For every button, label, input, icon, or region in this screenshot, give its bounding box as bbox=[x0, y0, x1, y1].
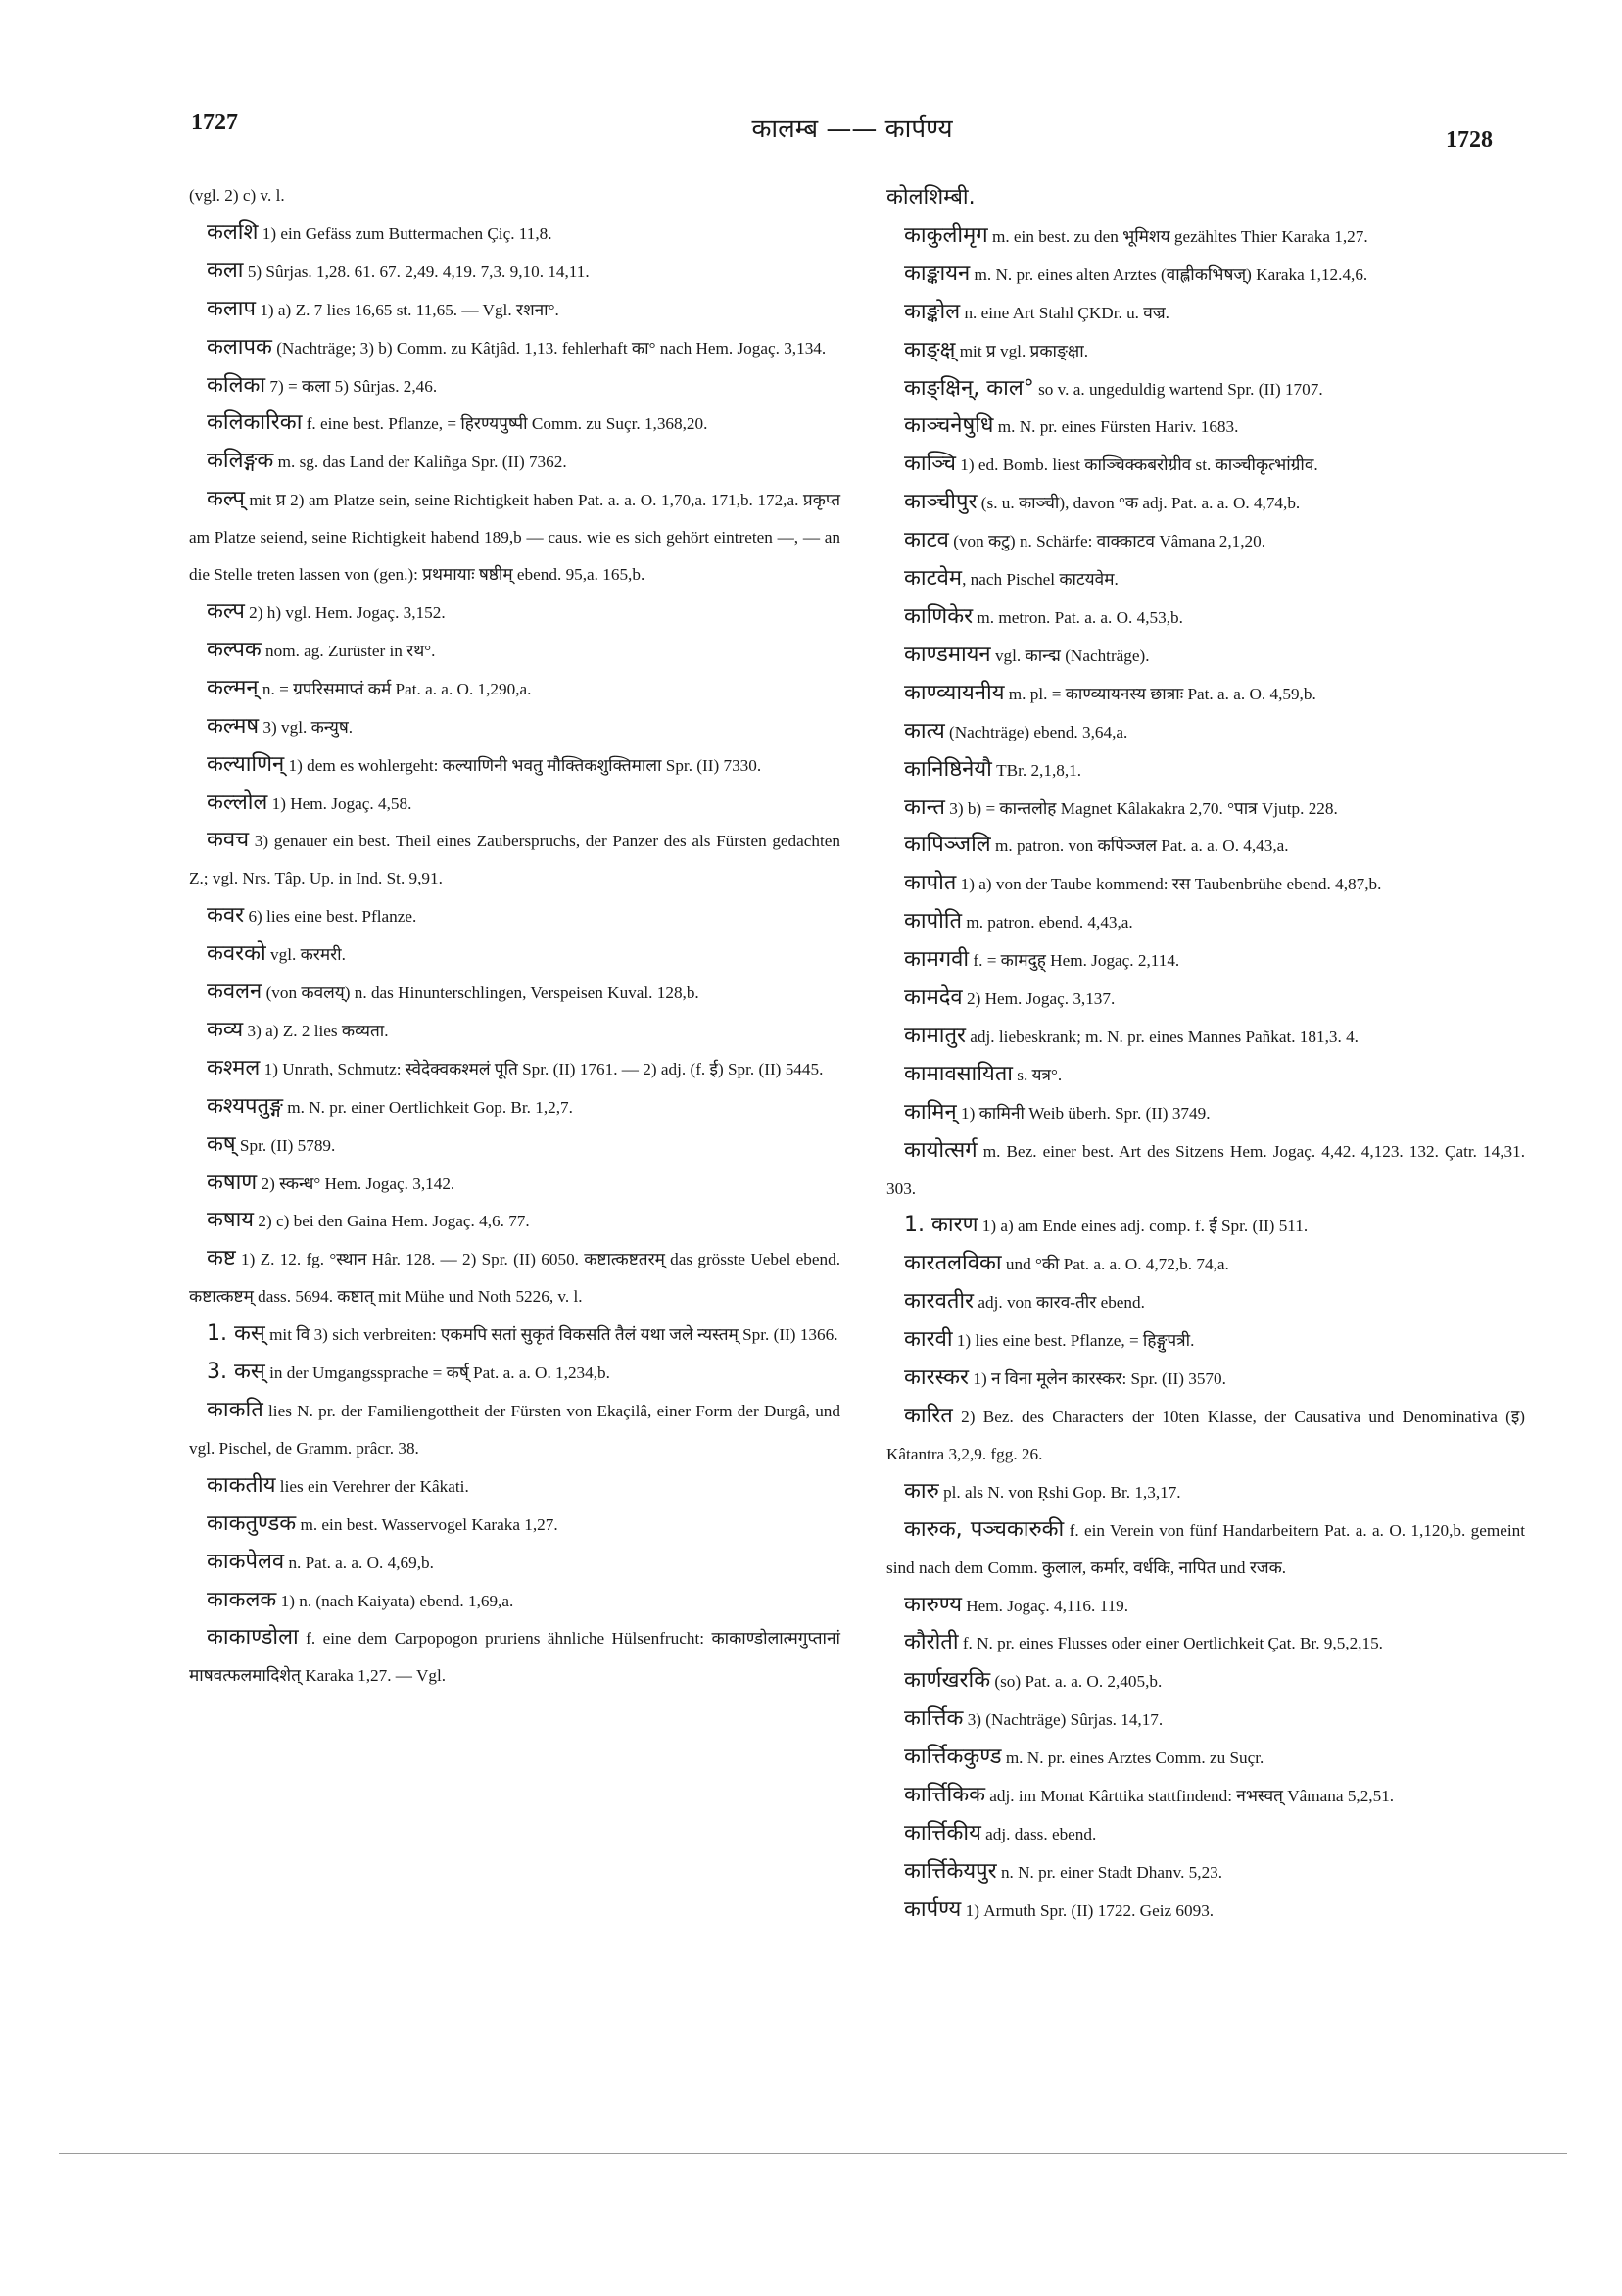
entry-text: 3) b) = कान्तलोह Magnet Kâlakakra 2,70. °पात्र Vjutp. 228. bbox=[944, 798, 1338, 818]
dictionary-entry bbox=[189, 708, 840, 746]
headword: कोलशिम्बी. bbox=[886, 185, 976, 210]
entry-text: 3) genauer ein best. Theil eines Zauberspruchs, der Panzer des als Fürsten gedachten Z.; vgl. Nrs. Tâp. Up. in Ind. St. 9,91. bbox=[189, 832, 840, 888]
headword: काटव bbox=[904, 528, 949, 553]
headword: काटवेम bbox=[904, 566, 963, 592]
entry-text: m. Bez. einer best. Art des Sitzens Hem. Jogaç. 4,42. 4,123. 132. Çatr. 14,31. 303. bbox=[886, 1141, 1525, 1198]
page-number-right: 1728 bbox=[1446, 127, 1493, 153]
dictionary-entry bbox=[189, 1165, 840, 1203]
entry-text: m. sg. das Land der Kaliñga Spr. (II) 7362. bbox=[273, 453, 567, 472]
headword: कषाय bbox=[207, 1208, 255, 1233]
headword: कव्य bbox=[207, 1017, 244, 1042]
headword: कल्मन् bbox=[207, 675, 259, 700]
entry-text: n. = ग्रपरिसमाप्तं कर्म Pat. a. a. O. 1,290,a. bbox=[258, 679, 532, 698]
headword: कापिञ्जलि bbox=[904, 833, 991, 858]
dictionary-entry bbox=[189, 215, 840, 253]
entry-text: s. यत्र°. bbox=[1012, 1065, 1063, 1084]
dictionary-entry bbox=[189, 974, 840, 1012]
headword: काङ्क्षिन्, काल° bbox=[904, 375, 1034, 401]
dictionary-entry bbox=[189, 1315, 840, 1354]
headword: कवरको bbox=[207, 941, 266, 967]
dictionary-entry bbox=[189, 1126, 840, 1165]
headword: कानिष्ठिनेयौ bbox=[904, 756, 992, 782]
headword: कल्प् bbox=[207, 487, 245, 512]
headword: काकपेलव bbox=[207, 1549, 285, 1574]
entry-text: n. N. pr. einer Stadt Dhanv. 5,23. bbox=[996, 1862, 1223, 1882]
entry-text: lies ein Verehrer der Kâkati. bbox=[275, 1476, 469, 1496]
dictionary-entry bbox=[886, 1473, 1525, 1511]
headword: कार्त्तिकिक bbox=[904, 1783, 985, 1808]
dictionary-entry bbox=[886, 675, 1525, 713]
entry-text: m. N. pr. eines Fürsten Hariv. 1683. bbox=[993, 417, 1239, 437]
dictionary-entry bbox=[886, 903, 1525, 941]
entry-text: mit प्र 2) am Platze sein, seine Richtigkeit haben Pat. a. a. O. 1,70,a. 171,b. 172,a. प्रकृप्त am Platze seiend, seine Richtigkeit habend 189,b — caus. wie es sich gehört eintreten —, — an die Stelle treten lassen von (gen.): प्रथमायाः षष्ठीम् ebend. 95,a. 165,b. bbox=[189, 491, 840, 585]
dictionary-entry bbox=[886, 1662, 1525, 1700]
headword: कलापक bbox=[207, 334, 272, 359]
entry-text: (Nachträge) ebend. 3,64,a. bbox=[944, 722, 1128, 741]
dictionary-entry bbox=[189, 1202, 840, 1240]
left-column bbox=[189, 176, 840, 1695]
headword: कात्य bbox=[904, 718, 945, 743]
entry-text: (von कटु) n. Schärfe: वाक्काटव Vâmana 2,1,20. bbox=[948, 532, 1266, 551]
headword: कामातुर bbox=[904, 1023, 966, 1048]
right-column bbox=[886, 179, 1525, 1930]
entry-text: so v. a. ungeduldig wartend Spr. (II) 1707. bbox=[1033, 379, 1323, 399]
dictionary-entry bbox=[886, 522, 1525, 560]
headword: काञ्चीपुर bbox=[904, 490, 978, 515]
dictionary-entry bbox=[886, 1245, 1525, 1283]
dictionary-entry bbox=[886, 256, 1525, 294]
dictionary-entry bbox=[886, 713, 1525, 751]
dictionary-entry bbox=[886, 484, 1525, 522]
entry-text: 1) lies eine best. Pflanze, = हिङ्गुपत्री. bbox=[952, 1331, 1195, 1351]
headword: कल्प bbox=[207, 598, 245, 624]
entry-text: (von कवलय्) n. das Hinunterschlingen, Verspeisen Kuval. 128,b. bbox=[262, 983, 699, 1003]
dictionary-entry bbox=[189, 1050, 840, 1088]
dictionary-entry bbox=[886, 789, 1525, 828]
headword: कारवी bbox=[904, 1327, 953, 1353]
headword: कापोत bbox=[904, 871, 957, 896]
headword: कामगवी bbox=[904, 947, 970, 973]
entry-text: m. pl. = काण्व्यायनस्य छात्राः Pat. a. a. O. 4,59,b. bbox=[1004, 684, 1316, 703]
dictionary-entry bbox=[886, 332, 1525, 370]
headword: कार्त्तिककुण्ड bbox=[904, 1745, 1002, 1770]
dictionary-entry bbox=[886, 1132, 1525, 1208]
dictionary-entry bbox=[189, 367, 840, 406]
headword: कला bbox=[207, 258, 244, 283]
dictionary-entry bbox=[189, 897, 840, 935]
headword: कश्यपतुङ्ग bbox=[207, 1093, 283, 1119]
dictionary-entry bbox=[886, 1056, 1525, 1094]
dictionary-entry bbox=[886, 370, 1525, 408]
headword: कवलन bbox=[207, 980, 262, 1005]
headword: कामावसायिता bbox=[904, 1061, 1013, 1086]
entry-text: m. metron. Pat. a. a. O. 4,53,b. bbox=[973, 607, 1183, 627]
dictionary-entry bbox=[189, 443, 840, 481]
dictionary-entry bbox=[886, 407, 1525, 446]
entry-text: 1) Unrath, Schmutz: स्वेदेक्वकश्मलं पूति Spr. (II) 1761. — 2) adj. (f. ई) Spr. (II) 5445. bbox=[260, 1059, 824, 1078]
dictionary-entry bbox=[189, 1467, 840, 1506]
dictionary-entry bbox=[189, 1012, 840, 1050]
entry-text: adj. liebeskrank; m. N. pr. eines Mannes Pañkat. 181,3. 4. bbox=[966, 1027, 1359, 1046]
dictionary-entry bbox=[886, 1321, 1525, 1360]
headword: कवर bbox=[207, 903, 245, 929]
entry-text: 1) न विना मूलेन कारस्कर: Spr. (II) 3570. bbox=[969, 1369, 1226, 1389]
headword: कार्त्तिक bbox=[904, 1706, 964, 1732]
headword: कल्पक bbox=[207, 637, 262, 662]
entry-text: f. = कामदुह् Hem. Jogaç. 2,114. bbox=[969, 951, 1180, 971]
headword: काञ्चनेषुधि bbox=[904, 413, 994, 439]
entry-text: vgl. करमरी. bbox=[265, 945, 346, 965]
dictionary-entry bbox=[189, 329, 840, 367]
entry-text: 2) c) bei den Gaina Hem. Jogaç. 4,6. 77. bbox=[254, 1212, 530, 1231]
dictionary-entry bbox=[189, 632, 840, 670]
dictionary-entry bbox=[886, 1891, 1525, 1930]
dictionary-entry bbox=[886, 941, 1525, 980]
entry-text: (s. u. काञ्ची), davon °क adj. Pat. a. a. O. 4,74,b. bbox=[977, 494, 1301, 513]
headword: काकुलीमृग bbox=[904, 222, 988, 248]
entry-text: n. eine Art Stahl ÇKDr. u. वज्र. bbox=[960, 303, 1169, 322]
dictionary-entry bbox=[886, 1777, 1525, 1815]
dictionary-entry bbox=[189, 1506, 840, 1544]
entry-text: 7) = कला 5) Sûrjas. 2,46. bbox=[265, 376, 438, 396]
dictionary-entry bbox=[886, 217, 1525, 256]
dictionary-entry bbox=[189, 176, 840, 215]
headword: काकलक bbox=[207, 1587, 277, 1612]
entry-text: 3) vgl. कन्युष. bbox=[259, 717, 354, 737]
entry-text: adj. im Monat Kârttika stattfindend: नभस्वत् Vâmana 5,2,51. bbox=[984, 1787, 1395, 1806]
entry-text: 5) Sûrjas. 1,28. 61. 67. 2,49. 4,19. 7,3. 9,10. 14,11. bbox=[243, 262, 590, 281]
headword: कष्ट bbox=[207, 1246, 236, 1271]
entry-text: m. N. pr. eines alten Arztes (वाह्लीकभिषज्) Karaka 1,12.4,6. bbox=[970, 264, 1368, 284]
headword: काङ्क्ष् bbox=[904, 337, 956, 362]
entry-text: (so) Pat. a. a. O. 2,405,b. bbox=[990, 1672, 1163, 1692]
entry-text: 1) a) von der Taube kommend: रस Taubenbrühe ebend. 4,87,b. bbox=[956, 875, 1382, 894]
dictionary-entry bbox=[189, 1088, 840, 1126]
entry-text: f. ein Verein von fünf Handarbeitern Pat. a. a. O. 1,120,b. gemeint sind nach dem Comm. कुलाल, कर्मार, वर्धकि, नापित und रजक. bbox=[886, 1520, 1525, 1577]
entry-text: , nach Pischel काटयवेम. bbox=[962, 570, 1119, 590]
running-head: कालम्ब —— कार्पण्य bbox=[751, 115, 953, 144]
dictionary-entry bbox=[189, 746, 840, 785]
dictionary-entry bbox=[886, 1360, 1525, 1398]
footer-rule bbox=[59, 2153, 1567, 2154]
entry-text: 1) ein Gefäss zum Buttermachen Çiç. 11,8. bbox=[258, 223, 552, 243]
headword: कारस्कर bbox=[904, 1365, 970, 1391]
dictionary-entry bbox=[189, 1240, 840, 1315]
dictionary-entry bbox=[189, 253, 840, 291]
headword: कान्त bbox=[904, 794, 945, 820]
headword: काण्व्यायनीय bbox=[904, 680, 1005, 705]
headword: 3. कस् bbox=[207, 1360, 265, 1385]
entry-text: TBr. 2,1,8,1. bbox=[991, 760, 1082, 780]
entry-text: 1) a) Z. 7 lies 16,65 st. 11,65. — Vgl. रशना°. bbox=[256, 300, 559, 319]
headword: कामिन् bbox=[904, 1099, 957, 1124]
entry-text: in der Umgangssprache = कर्ष् Pat. a. a. O. 1,234,b. bbox=[264, 1363, 610, 1383]
headword: कार्त्तिकेयपुर bbox=[904, 1858, 997, 1884]
entry-text: Hem. Jogaç. 4,116. 119. bbox=[961, 1596, 1129, 1615]
entry-text: n. Pat. a. a. O. 4,69,b. bbox=[284, 1553, 434, 1572]
dictionary-entry bbox=[189, 481, 840, 594]
entry-text: Spr. (II) 5789. bbox=[235, 1135, 336, 1155]
headword: कलशि bbox=[207, 219, 259, 245]
dictionary-entry bbox=[886, 598, 1525, 637]
headword: कश्मल bbox=[207, 1055, 261, 1080]
dictionary-entry bbox=[886, 1739, 1525, 1777]
entry-text: 1) dem es wohlergeht: कल्याणिनी भवतु मौक्तिकशुक्तिमाला Spr. (II) 7330. bbox=[284, 755, 762, 775]
dictionary-entry bbox=[189, 1392, 840, 1467]
dictionary-entry bbox=[189, 291, 840, 329]
entry-text: vgl. कान्द्म (Nachträge). bbox=[990, 646, 1150, 665]
dictionary-entry bbox=[189, 1619, 840, 1695]
entry-text: m. ein best. zu den भूमिशय gezähltes Thier Karaka 1,27. bbox=[987, 226, 1368, 246]
entry-text: m. patron. von कपिञ्जल Pat. a. a. O. 4,43,a. bbox=[990, 837, 1289, 856]
entry-text: m. patron. ebend. 4,43,a. bbox=[962, 913, 1133, 933]
entry-text: 6) lies eine best. Pflanze. bbox=[244, 907, 417, 927]
entry-text: 2) h) vgl. Hem. Jogaç. 3,152. bbox=[244, 602, 446, 622]
headword: 1. कस् bbox=[207, 1321, 265, 1347]
headword: कलिकारिका bbox=[207, 410, 303, 436]
dictionary-entry bbox=[886, 980, 1525, 1018]
dictionary-entry bbox=[886, 1587, 1525, 1625]
dictionary-entry bbox=[189, 670, 840, 708]
dictionary-entry bbox=[189, 405, 840, 443]
dictionary-entry bbox=[886, 865, 1525, 903]
headword: कल्लोल bbox=[207, 789, 268, 815]
headword: कार्पण्य bbox=[904, 1896, 962, 1922]
headword: काञ्चि bbox=[904, 452, 956, 477]
headword: कारवतीर bbox=[904, 1289, 975, 1315]
entry-text: nom. ag. Zurüster in रथ°. bbox=[261, 641, 436, 660]
dictionary-entry bbox=[886, 1624, 1525, 1662]
headword: काङ्कोल bbox=[904, 299, 961, 324]
dictionary-entry bbox=[189, 822, 840, 897]
entry-text: adj. von कारव-तीर ebend. bbox=[974, 1293, 1145, 1313]
dictionary-entry bbox=[886, 294, 1525, 332]
headword: कापोति bbox=[904, 909, 963, 934]
entry-text: 1) Hem. Jogaç. 4,58. bbox=[267, 793, 412, 813]
headword: कषाण bbox=[207, 1170, 258, 1195]
entry-text: f. N. pr. eines Flusses oder einer Oertlichkeit Çat. Br. 9,5,2,15. bbox=[958, 1634, 1383, 1653]
dictionary-entry bbox=[886, 1853, 1525, 1891]
dictionary-entry bbox=[886, 751, 1525, 789]
entry-text: 3) a) Z. 2 lies कव्यता. bbox=[243, 1021, 389, 1040]
dictionary-entry bbox=[189, 594, 840, 632]
headword: काङ्कायन bbox=[904, 261, 971, 286]
dictionary-entry bbox=[886, 1398, 1525, 1473]
entry-text: 1) a) am Ende eines adj. comp. f. ई Spr. (II) 511. bbox=[978, 1217, 1309, 1236]
dictionary-entry bbox=[886, 1283, 1525, 1321]
entry-text: mit प्र vgl. प्रकाङ्क्षा. bbox=[955, 341, 1088, 360]
dictionary-entry bbox=[886, 1700, 1525, 1739]
headword: काकति bbox=[207, 1398, 263, 1422]
headword: कल्मष bbox=[207, 713, 260, 739]
entry-text: adj. dass. ebend. bbox=[980, 1824, 1097, 1843]
entry-text: pl. als N. von Ṛshi Gop. Br. 1,3,17. bbox=[938, 1482, 1181, 1502]
entry-text: m. N. pr. einer Oertlichkeit Gop. Br. 1,2,7. bbox=[282, 1097, 573, 1117]
headword: कल्याणिन् bbox=[207, 751, 285, 777]
entry-text: f. eine best. Pflanze, = हिरण्यपुष्पी Comm. zu Suçr. 1,368,20. bbox=[302, 414, 708, 434]
dictionary-entry bbox=[886, 179, 1525, 217]
headword: कामदेव bbox=[904, 985, 963, 1011]
headword: कलाप bbox=[207, 296, 257, 321]
entry-text: 1) ed. Bomb. liest काञ्चिक्कबरोग्रीव st. काञ्चीकृत्भांग्रीव. bbox=[955, 455, 1318, 475]
dictionary-entry bbox=[189, 1544, 840, 1582]
headword: कलिका bbox=[207, 372, 266, 398]
entry-text: lies N. pr. der Familiengottheit der Fürsten von Ekaçilâ, einer Form der Durgâ, und vgl. Pischel, de Gramm. prâcr. 38. bbox=[189, 1402, 840, 1458]
entry-text: m. ein best. Wasservogel Karaka 1,27. bbox=[296, 1514, 558, 1534]
headword: कार्त्तिकीय bbox=[904, 1820, 981, 1845]
entry-text: (Nachträge; 3) b) Comm. zu Kâtjâd. 1,13. fehlerhaft का° nach Hem. Jogaç. 3,134. bbox=[271, 338, 827, 358]
headword: कष् bbox=[207, 1131, 236, 1157]
dictionary-entry bbox=[886, 1815, 1525, 1853]
dictionary-entry bbox=[886, 1018, 1525, 1056]
dictionary-entry bbox=[886, 560, 1525, 598]
headword: कायोत्सर्ग bbox=[904, 1137, 978, 1163]
headword: काकतुण्डक bbox=[207, 1510, 297, 1536]
headword: कवच bbox=[207, 828, 250, 853]
dictionary-entry bbox=[886, 1094, 1525, 1132]
dictionary-entry bbox=[886, 827, 1525, 865]
headword: 1. कारण bbox=[904, 1213, 978, 1238]
entry-text: (vgl. 2) c) v. l. bbox=[189, 186, 285, 205]
headword: कारुक, पञ्चकारुकी bbox=[904, 1516, 1065, 1542]
entry-text: mit वि 3) sich verbreiten: एकमपि सतां सुकृतं विकसति तैलं यथा जले न्यस्तम् Spr. (II) 1366. bbox=[264, 1325, 838, 1345]
dictionary-entry bbox=[886, 637, 1525, 675]
dictionary-entry bbox=[189, 1354, 840, 1392]
dictionary-entry bbox=[189, 785, 840, 823]
dictionary-entry bbox=[886, 446, 1525, 484]
headword: कौरोती bbox=[904, 1630, 959, 1655]
headword: कलिङ्गक bbox=[207, 449, 274, 474]
entry-text: 1) Z. 12. fg. °स्थान Hâr. 128. — 2) Spr. (II) 6050. कष्टात्कष्टतरम् das grösste Uebel ebend. कष्टात्कष्टम् dass. 5694. कष्टात् mit Mühe und Noth 5226, v. l. bbox=[189, 1250, 840, 1307]
entry-text: 1) n. (nach Kaiyata) ebend. 1,69,a. bbox=[276, 1591, 514, 1610]
entry-text: 1) Armuth Spr. (II) 1722. Geiz 6093. bbox=[961, 1900, 1215, 1920]
entry-text: 2) स्कन्ध° Hem. Jogaç. 3,142. bbox=[257, 1173, 455, 1193]
page-number-left: 1727 bbox=[191, 110, 238, 135]
dictionary-entry bbox=[886, 1207, 1525, 1245]
headword: कारतलविका bbox=[904, 1251, 1002, 1276]
entry-text: 3) (Nachträge) Sûrjas. 14,17. bbox=[963, 1710, 1164, 1730]
headword: कार्णखरकि bbox=[904, 1668, 991, 1694]
headword: काण्डमायन bbox=[904, 642, 991, 667]
dictionary-entry bbox=[189, 935, 840, 974]
headword: कारु bbox=[904, 1478, 939, 1504]
entry-text: 2) Hem. Jogaç. 3,137. bbox=[962, 989, 1116, 1009]
entry-text: 1) कामिनी Weib überh. Spr. (II) 3749. bbox=[956, 1103, 1211, 1123]
entry-text: 2) Bez. des Characters der 10ten Klasse, der Causativa und Denominativa (इ) Kâtantra 3,2,9. fgg. 26. bbox=[886, 1408, 1525, 1463]
entry-text: f. eine dem Carpopogon pruriens ähnliche Hülsenfrucht: काकाण्डोलात्मगुप्तानां माषवत्फलमादिशेत् Karaka 1,27. — Vgl. bbox=[189, 1629, 840, 1686]
headword: काणिकेर bbox=[904, 603, 974, 629]
headword: कारित bbox=[904, 1404, 953, 1428]
dictionary-entry bbox=[886, 1511, 1525, 1587]
dictionary-entry bbox=[189, 1582, 840, 1620]
entry-text: m. N. pr. eines Arztes Comm. zu Suçr. bbox=[1001, 1748, 1264, 1768]
entry-text: und °की Pat. a. a. O. 4,72,b. 74,a. bbox=[1001, 1255, 1229, 1274]
headword: काकाण्डोला bbox=[207, 1625, 299, 1650]
headword: कारुण्य bbox=[904, 1592, 962, 1617]
headword: काकतीय bbox=[207, 1472, 276, 1498]
